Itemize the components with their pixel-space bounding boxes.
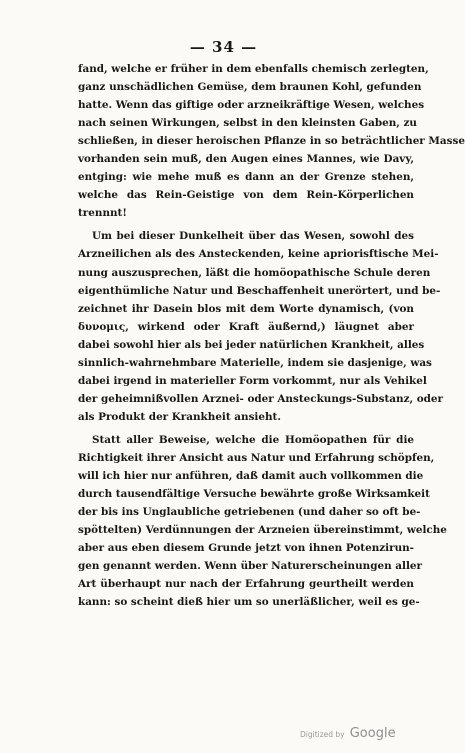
text-line: trennnt!	[78, 207, 127, 220]
text-line: durch tausendfältige Versuche bewährte große Wirksamkeit	[78, 488, 430, 501]
text-line: entging: wie mehe muß es dann an der Grenze stehen,	[78, 171, 414, 184]
text-line: Richtigkeit ihrer Ansicht aus Natur und Erfahrung schöpfen,	[78, 451, 435, 464]
text-line: fand, welche er früher in dem ebenfalls chemisch zerlegten,	[78, 63, 429, 75]
digitized-by-label: Digitized by	[300, 730, 345, 739]
paragraph-2	[78, 227, 443, 426]
text-line: schließen, in dieser heroischen Pflanze in so beträchtlicher Masse	[78, 135, 465, 148]
paragraph-1	[78, 60, 465, 222]
body-text	[78, 60, 465, 611]
text-line: ganz unschädlichen Gemüse, dem braunen Kohl, gefunden	[78, 81, 422, 94]
text-line: hatte. Wenn das giftige oder arzneikräftige Wesen, welches	[78, 99, 425, 112]
text-line: nach seinen Wirkungen, selbst in den kleinsten Gaben, zu	[78, 117, 417, 130]
text-line: Art überhaupt nur nach der Erfahrung geurtheilt werden	[78, 578, 414, 591]
page-number: — 34 —	[189, 38, 258, 56]
text-line: Um bei dieser Dunkelheit über das Wesen, sowohl des	[92, 230, 414, 243]
text-line: vorhanden sein muß, den Augen eines Mannes, wie Davy,	[78, 153, 414, 166]
text-line: spöttelten) Verdünnungen der Arzneien übereinstimmt, welche	[78, 524, 447, 537]
text-line: eigenthümliche Natur und Beschaffenheit unerörtert, und be-	[78, 284, 441, 297]
text-line: dabei sowohl hier als bei jeder natürlichen Krankheit, alles	[78, 338, 425, 351]
text-line: Arzneilichen als des Ansteckenden, keine apriorisftische Mei-	[78, 248, 439, 261]
text-line: kann: so scheint dieß hier um so unerläßlicher, weil es ge-	[78, 596, 420, 609]
text-line: gen genannt werden. Wenn über Naturerscheinungen aller	[78, 560, 422, 573]
paragraph-3	[78, 431, 447, 611]
text-line: dabei irgend in materieller Form vorkommt, nur als Vehikel	[78, 374, 427, 387]
text-line: als Produkt der Krankheit ansieht.	[78, 410, 281, 423]
text-line: δυνομις, wirkend oder Kraft äußernd,) läugnet aber	[78, 320, 414, 333]
text-line: sinnlich-wahrnehmbare Materielle, indem sie dasjenige, was	[78, 356, 432, 369]
digitization-watermark	[300, 722, 396, 741]
text-line: welche das Rein-Geistige von dem Rein-Körperlichen	[78, 189, 414, 202]
text-line: zeichnet ihr Dasein blos mit dem Worte dynamisch, (von	[78, 302, 414, 315]
text-line: der geheimnißvollen Arznei- oder Ansteckungs-Substanz, oder	[78, 392, 443, 405]
text-line: Statt aller Beweise, welche die Homöopathen für die	[92, 433, 414, 446]
google-logo: Google	[349, 726, 396, 741]
text-line: will ich hier nur anführen, daß damit auch vollkommen die	[78, 470, 424, 483]
text-line: der bis ins Unglaubliche getriebenen (und daher so oft be-	[78, 506, 421, 519]
text-line: nung auszusprechen, läßt die homöopathische Schule deren	[78, 266, 431, 279]
text-line: aber aus eben diesem Grunde jetzt von ihnen Potenzirun-	[78, 542, 414, 555]
